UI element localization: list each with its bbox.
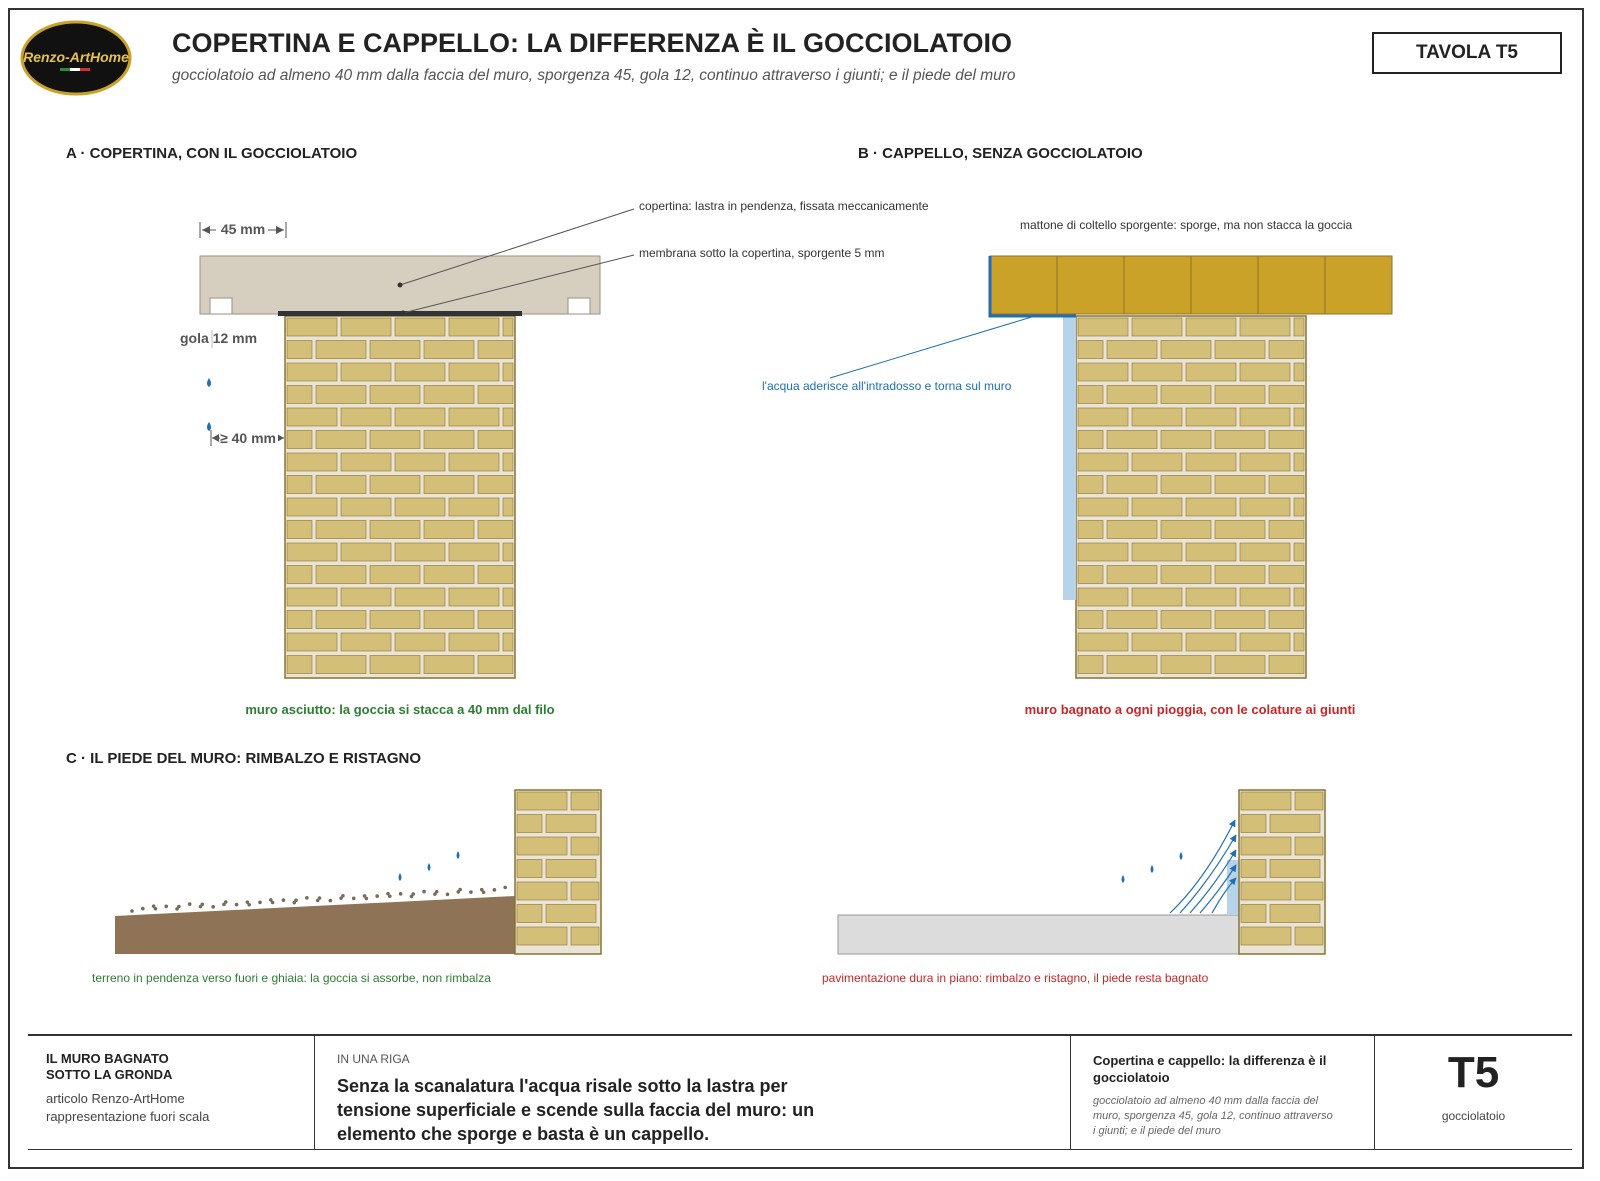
brick [287,318,337,336]
gravel-stone [211,905,215,909]
brick [424,611,474,629]
brick [478,476,513,494]
brick [1132,588,1182,606]
brick [341,408,391,426]
brick [341,588,391,606]
brick [503,498,513,516]
brick [1161,566,1211,584]
brick [1078,431,1103,449]
dimension-offset [211,429,284,447]
brick [1240,633,1290,651]
summary-kicker: IN UNA RIGA [337,1052,410,1066]
gravel-stone [388,894,392,898]
brick [1270,905,1320,923]
brick [546,815,596,833]
brick [341,363,391,381]
sheet-description: gocciolatoio ad almeno 40 mm dalla faccia del muro, sporgenza 45, gola 12, continuo attraverso i giunti; e il piede del muro [1093,1095,1333,1137]
panel-b-result: muro bagnato a ogni pioggia, con le colature ai giunti [1024,702,1356,717]
brick [1078,498,1128,516]
brick [1161,476,1211,494]
brick [1241,837,1291,855]
brick [1078,453,1128,471]
brick [1295,882,1323,900]
gravel-stone [305,896,309,900]
splash-arrows [1170,820,1236,913]
brick [1240,453,1290,471]
brick [1186,543,1236,561]
sheet-title: Copertina e cappello: la differenza è il gocciolatoio [1093,1053,1327,1085]
brick [316,386,366,404]
brick [1294,318,1304,336]
brick [1107,386,1157,404]
brick [1215,521,1265,539]
dimension-offset-label: ≥ 40 mm [220,430,276,446]
brick [1294,408,1304,426]
brick [1240,543,1290,561]
brick [1294,498,1304,516]
gravel-stone [318,896,322,900]
dimension-groove-label: gola 12 mm [180,330,258,346]
gravel-stone [422,890,426,894]
brick [503,543,513,561]
brick [1294,588,1304,606]
brick [316,431,366,449]
brick [1270,860,1320,878]
hard-paving [838,915,1239,954]
brick [1269,386,1304,404]
brick [341,318,391,336]
brick [287,408,337,426]
brick [1215,476,1265,494]
brick [424,566,474,584]
water-drop-icon [457,851,460,859]
gravel-stone [493,888,497,892]
dimension-overhang [200,220,286,238]
brick [571,882,599,900]
brick [1240,498,1290,516]
brick [395,588,445,606]
brick [316,656,366,674]
brick [478,431,513,449]
gravel-stone [282,898,286,902]
gravel-stone [469,890,473,894]
brick [287,566,312,584]
callout-coping: copertina: lastra in pendenza, fissata meccanicamente [639,199,929,213]
gravel-stone [365,897,369,901]
brick [1186,408,1236,426]
title-block-summary [314,1036,1070,1149]
article-note: articolo Renzo-ArtHome rappresentazione fuori scala [46,1091,210,1124]
brick [449,588,499,606]
brick [287,453,337,471]
brick [395,453,445,471]
brick [1270,815,1320,833]
water-film [1063,316,1076,600]
gravel-stone [399,892,403,896]
brick [1241,792,1291,810]
brick [1161,521,1211,539]
brick [517,905,542,923]
water-drop-icon [207,422,211,431]
brick [517,837,567,855]
membrane [278,311,522,316]
gravel-stone [164,905,168,909]
gravel-stone [411,892,415,896]
gravel-stone [446,893,450,897]
brick [1078,633,1128,651]
brick [1215,611,1265,629]
brick [1186,633,1236,651]
brick [503,408,513,426]
brick [424,521,474,539]
brick [1240,363,1290,381]
gravel-stone [352,897,356,901]
brick [316,611,366,629]
brick [1132,633,1182,651]
brick [517,882,567,900]
dimension-overhang-label: 45 mm [220,221,266,237]
brick [1215,566,1265,584]
sheet-code: T5 [1447,1048,1500,1097]
brick [1295,792,1323,810]
brick [1294,363,1304,381]
brick [1107,566,1157,584]
sheet-keyword: gocciolatoio [1441,1109,1506,1123]
brick [1078,588,1128,606]
brick [370,566,420,584]
brick [478,521,513,539]
brick [287,363,337,381]
gravel-stone [375,894,379,898]
brick [503,363,513,381]
brick [1186,453,1236,471]
brick [1215,431,1265,449]
brick [1295,927,1323,945]
brick [1107,656,1157,674]
brick [1161,611,1211,629]
edge-brick [1191,256,1258,314]
gravel-stone [224,900,228,904]
panel-c-heading: C · IL PIEDE DEL MURO: RIMBALZO E RISTAGNO [66,750,422,767]
brick [1186,318,1236,336]
brick [1078,476,1103,494]
brick [517,927,567,945]
brick [1078,341,1103,359]
brick [370,611,420,629]
gravel-stone [503,886,507,890]
gravel-stone [235,903,239,907]
caption-paving: pavimentazione dura in piano: rimbalzo e ristagno, il piede resta bagnato [822,971,1209,985]
brick [478,341,513,359]
panel-a-wall [285,316,515,678]
brick [1161,656,1211,674]
brick [370,521,420,539]
water-drop-icon [399,873,402,881]
brick [1240,408,1290,426]
brick [287,633,337,651]
brick [1215,386,1265,404]
brick [424,386,474,404]
brick [341,453,391,471]
brick [1107,611,1157,629]
brick [1078,521,1103,539]
edge-brick [1325,256,1392,314]
gravel-stone [271,901,275,905]
brick [1241,905,1266,923]
brick [1161,341,1211,359]
gravel-stone [130,909,134,913]
brick [1241,860,1266,878]
brick [370,431,420,449]
brick [1132,408,1182,426]
brick [1186,588,1236,606]
brick [571,927,599,945]
brick [370,386,420,404]
brick [395,318,445,336]
brick [571,792,599,810]
brick [287,498,337,516]
brick [478,386,513,404]
gravel-stone [177,905,181,909]
gravel-stone [482,890,486,894]
brick [1107,476,1157,494]
footing-wall-right [1239,790,1325,954]
brick [395,633,445,651]
brick [287,611,312,629]
brick [517,815,542,833]
brick [287,341,312,359]
brick [1078,543,1128,561]
projecting-brick-course [990,256,1392,314]
edge-brick [1124,256,1191,314]
brick [449,408,499,426]
edge-brick [1057,256,1124,314]
brick [341,498,391,516]
brick [1132,453,1182,471]
brick [1132,498,1182,516]
brick [449,633,499,651]
brick [1132,363,1182,381]
brick [287,543,337,561]
gravel-stone [154,907,158,911]
brick [424,341,474,359]
callout-brick: mattone di coltello sporgente: sporge, ma non stacca la goccia [1020,218,1353,232]
water-drop-icon [1151,865,1154,873]
brick [1269,611,1304,629]
brick [1269,341,1304,359]
gravel-stone [188,902,192,906]
brick [1078,386,1103,404]
brick [316,476,366,494]
brick [1107,341,1157,359]
brick [449,318,499,336]
brick [1161,431,1211,449]
brick [1269,431,1304,449]
brick [1078,566,1103,584]
brick [1269,521,1304,539]
edge-brick [990,256,1057,314]
brick [1132,318,1182,336]
water-drop-icon [1122,875,1125,883]
brick [395,543,445,561]
gravel-stone [141,907,145,911]
panel-a-heading: A · COPERTINA, CON IL GOCCIOLATOIO [66,145,358,162]
brick [503,453,513,471]
brick [1078,611,1103,629]
panel-b-wall [1076,316,1306,678]
brick [287,386,312,404]
brick [1241,882,1291,900]
brick [449,543,499,561]
brick [1078,318,1128,336]
edge-brick [1258,256,1325,314]
gravel-stone [294,898,298,902]
brick [503,588,513,606]
summary-text: Senza la scanalatura l'acqua risale sotto la lastra per tensione superficiale e scende sulla faccia del muro: un elemento che sporge e basta è un cappello. [337,1076,815,1144]
gravel-stone [329,899,333,903]
water-drop-icon [207,378,211,387]
logo-text: Renzo-ArtHome [23,49,129,65]
brick [287,431,312,449]
panel-a-result: muro asciutto: la goccia si stacca a 40 mm dal filo [245,702,555,717]
brick [395,408,445,426]
brick [517,792,567,810]
brick [316,341,366,359]
brick [1132,543,1182,561]
brick [517,860,542,878]
gravel-stone [258,901,262,905]
brick [503,318,513,336]
brick [449,453,499,471]
water-drop-icon [1180,852,1183,860]
brick [1240,588,1290,606]
panel-b-heading: B · CAPPELLO, SENZA GOCCIOLATOIO [858,145,1143,162]
brick [1078,656,1103,674]
callout-membrane: membrana sotto la copertina, sporgente 5 mm [639,246,885,260]
brick [424,476,474,494]
brick [1269,476,1304,494]
brick [546,860,596,878]
brick [449,498,499,516]
brick [370,341,420,359]
brick [316,566,366,584]
brick [1269,566,1304,584]
caption-soil: terreno in pendenza verso fuori e ghiaia: la goccia si assorbe, non rimbalza [92,971,491,985]
brick [546,905,596,923]
brick [503,633,513,651]
brick [287,476,312,494]
brick [1186,363,1236,381]
brick [424,656,474,674]
gravel-stone [247,903,251,907]
brick [478,566,513,584]
brick [341,543,391,561]
title-block-code [1374,1036,1572,1149]
brick [395,363,445,381]
drip-groove-right [568,298,590,314]
callout-water: l'acqua aderisce all'intradosso e torna sul muro [762,379,1012,393]
water-drop-icon [428,863,431,871]
brick [1295,837,1323,855]
sloped-soil [115,896,515,954]
board-number: TAVOLA T5 [1372,32,1562,74]
brick [395,498,445,516]
footing-wall-left [515,790,601,954]
title-block [28,1034,1572,1150]
gravel-stone [201,902,205,906]
brick [1107,431,1157,449]
brick [1078,408,1128,426]
brick [370,476,420,494]
brick [1294,543,1304,561]
title-block-article [28,1036,314,1149]
brick [1186,498,1236,516]
brick [1269,656,1304,674]
page-title: COPERTINA E CAPPELLO: LA DIFFERENZA È IL GOCCIOLATOIO [172,28,1013,58]
brick [341,633,391,651]
brick [478,611,513,629]
brick [449,363,499,381]
brick [1241,815,1266,833]
gravel-stone [341,894,345,898]
brick [1078,363,1128,381]
gravel-stone [435,890,439,894]
article-title: IL MURO BAGNATO SOTTO LA GRONDA [46,1051,173,1082]
page-subtitle: gocciolatoio ad almeno 40 mm dalla faccia del muro, sporgenza 45, gola 12, continuo attraverso i giunti; e il piede del muro [172,67,1016,84]
brick [424,431,474,449]
brick [1215,656,1265,674]
drip-groove-left [210,298,232,314]
brick [1215,341,1265,359]
brick [287,656,312,674]
brick [370,656,420,674]
brick [1107,521,1157,539]
gravel-stone [458,888,462,892]
brick [1240,318,1290,336]
brick [1241,927,1291,945]
brick [1294,453,1304,471]
brick [287,588,337,606]
brick [571,837,599,855]
brick [1294,633,1304,651]
brick [478,656,513,674]
brick [287,521,312,539]
brick [316,521,366,539]
title-block-sheet [1070,1036,1374,1149]
brick [1161,386,1211,404]
